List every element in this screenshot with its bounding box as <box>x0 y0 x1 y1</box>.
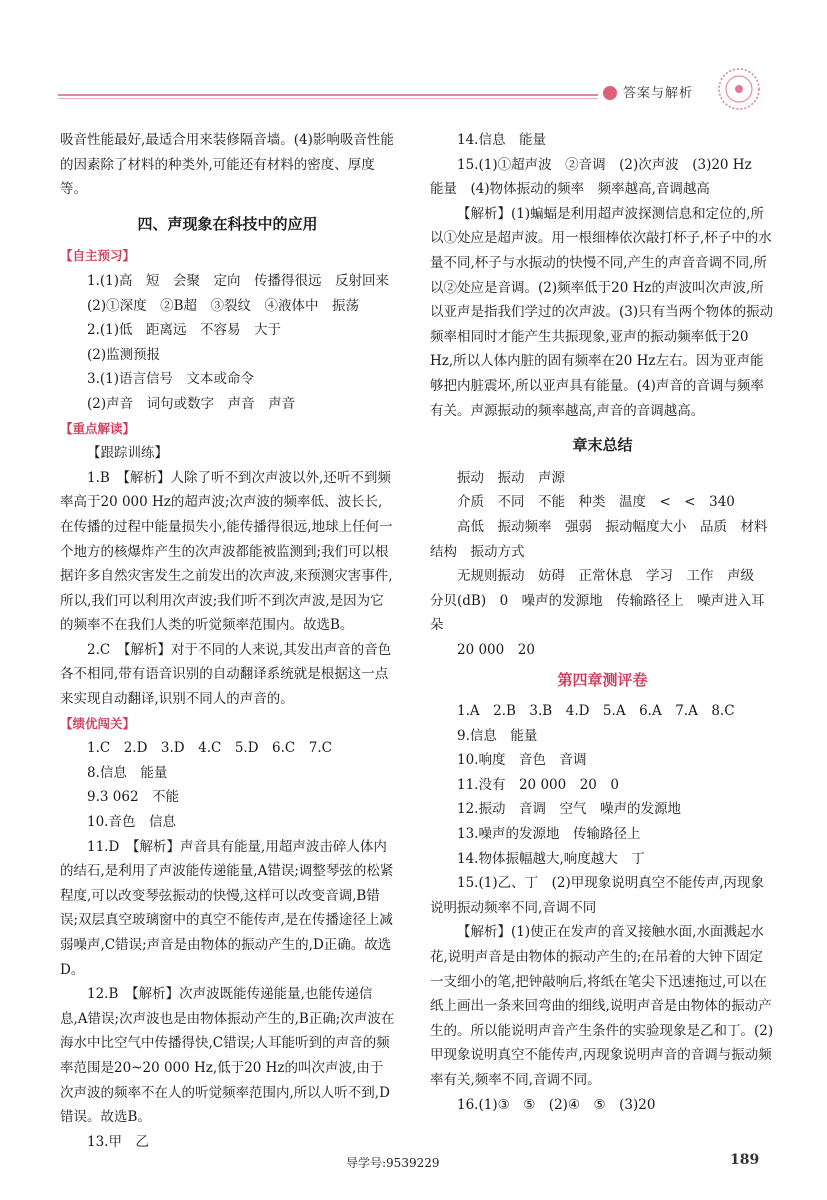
answer-line: 14.物体振幅越大,响度越大 丁 <box>457 850 645 867</box>
answer-paragraph: 15.(1)乙、丁 (2)甲现象说明真空不能传声,丙现象说明振动频率不同,音调不同 <box>430 875 765 916</box>
answer-line: 9.3 062 不能 <box>87 789 180 806</box>
summary-line: 20 000 20 <box>457 641 535 658</box>
answer-line: 3.(1)语言信号 文本或命令 <box>87 371 255 388</box>
answer-paragraph: 【解析】(1)蝙蝠是利用超声波探测信息和定位的,所以①处应是超声波。用一根细棒依次敲打杯子,杯子中的水量不同,杯子与水振动的快慢不同,产生的声音音调不同,所以②处应是音调。(2)频率低于20 Hz的声波叫次声波,所以亚声是指我们学过的次声波。(3)只有当两个物体的振动频率相同时才能产生共振现象,亚声的振动频率低于20 Hz,所以人体内脏的固有频率在20 Hz左右。因为亚声能够把内脏震坏,所以亚声具有能量。(4)声音的音调与频率有关。声源振动的频率越高,声音的音调越高。 <box>430 205 774 419</box>
answer-paragraph: 11.D 【解析】声音具有能量,用超声波击碎人体内的结石,是利用了声波能传递能量,A错误;调整琴弦的松紧程度,可以改变琴弦振动的快慢,这样可以改变音调,B错误;双层真空玻璃窗中的真空不能传声,是在传播途径上减弱噪声,C错误;声音是由物体的振动产生的,D正确。故选D。 <box>60 838 394 978</box>
header-rule-thin <box>58 98 598 99</box>
tag-challenge: 【绩优闯关】 <box>60 715 136 731</box>
tag-preview: 【自主预习】 <box>60 248 136 264</box>
answer-line: 9.信息 能量 <box>457 727 538 744</box>
section-title: 章末总结 <box>572 436 633 455</box>
answer-line: 13.甲 乙 <box>87 1133 149 1150</box>
header-logo-icon <box>716 66 762 112</box>
guide-number: 导学号:9539229 <box>346 1156 440 1170</box>
answer-line: 10.响度 音色 音调 <box>457 752 587 769</box>
answer-line: 16.(1)③ ⑤ (2)④ ⑤ (3)20 <box>457 1096 656 1113</box>
answer-line: 13.噪声的发源地 传输路径上 <box>457 826 641 843</box>
answer-line: 8.信息 能量 <box>87 764 168 781</box>
answer-paragraph: 【解析】(1)使正在发声的音叉接触水面,水面溅起水花,说明声音是由物体的振动产生的;在吊着的大钟下固定一支细小的笔,把钟敲响后,将纸在笔尖下迅速拖过,可以在纸上画出一条来回弯曲的细线,说明声音是由物体的振动产生的。所以能说明声音产生条件的实验现象是乙和丁。(2)甲现象说明真空不能传声,丙现象说明声音的音调与振动频率有关,频率不同,音调不同。 <box>430 924 774 1088</box>
header-bullet-icon <box>603 86 617 100</box>
section-title-test: 第四章测评卷 <box>557 671 648 690</box>
answer-line: 2.(1)低 距离远 不容易 大于 <box>87 322 282 339</box>
answer-paragraph: 2.C 【解析】对于不同的人来说,其发出声音的音色各不相同,带有语音识别的自动翻译系统就是根据这一点来实现自动翻译,识别不同人的声音的。 <box>60 641 392 708</box>
answer-line: (2)监测预报 <box>87 346 161 363</box>
answer-paragraph: 1.B 【解析】人除了听不到次声波以外,还听不到频率高于20 000 Hz的超声波;次声波的频率低、波长长,在传播的过程中能量损失小,能传播得很远,地球上任何一个地方的核爆炸产生的次声波都能被监测到;我们可以根据许多自然灾害发生之前发出的次声波,来预测灾害事件,所以,我们可以利用次声波;我们听不到次声波,是因为它的频率不在我们人类的听觉频率范围内。故选B。 <box>60 469 393 634</box>
answer-line: 1.C 2.D 3.D 4.C 5.D 6.C 7.C <box>87 740 332 757</box>
summary-line: 无规则振动 妨碍 正常休息 学习 工作 声级 分贝(dB) 0 噪声的发源地 传输路径上 噪声进入耳朵 <box>430 568 768 634</box>
tag-key-points: 【重点解读】 <box>60 420 136 436</box>
right-column <box>430 128 781 1117</box>
paragraph: 吸音性能最好,最适合用来装修隔音墙。(4)影响吸音性能的因素除了材料的种类外,可能还有材料的密度、厚度等。 <box>60 132 394 198</box>
answer-line: (2)①深度 ②B超 ③裂纹 ④液体中 振荡 <box>87 297 360 314</box>
summary-line: 高低 振动频率 强弱 振动幅度大小 品质 材料 结构 振动方式 <box>430 518 781 560</box>
page-number: 189 <box>730 1152 760 1168</box>
section-title: 四、声现象在科技中的应用 <box>137 214 318 233</box>
answer-line: (2)声音 词句或数字 声音 声音 <box>87 395 296 412</box>
answer-line: 14.信息 能量 <box>457 132 546 148</box>
answer-paragraph: 15.(1)①超声波 ②音调 (2)次声波 (3)20 Hz 能量 (4)物体振动的频率 频率越高,音调越高 <box>430 156 766 198</box>
answer-line: 1.(1)高 短 会聚 定向 传播得很远 反射回来 <box>87 272 390 289</box>
header-title: 答案与解析 <box>623 86 694 101</box>
summary-line: 振动 振动 声源 <box>457 469 565 486</box>
header-rule <box>58 94 598 96</box>
answer-line: 10.音色 信息 <box>87 814 176 831</box>
answer-line: 1.A 2.B 3.B 4.D 5.A 6.A 7.A 8.C <box>457 703 735 720</box>
left-column <box>60 128 395 1154</box>
answer-line: 12.振动 音调 空气 噪声的发源地 <box>457 801 681 818</box>
answer-line: 11.没有 20 000 20 0 <box>457 776 619 793</box>
answer-paragraph: 12.B 【解析】次声波既能传递能量,也能传递信息,A错误;次声波也是由物体振动产生的,B正确;次声波在海水中比空气中传播得快,C错误;人耳能听到的声音的频率范围是20~20 000 Hz,低于20 Hz的叫次声波,由于次声波的频率不在人的听觉频率范围内,所以人听不到,D错误。故选B。 <box>60 986 395 1126</box>
subheading: 【跟踪训练】 <box>87 445 168 462</box>
summary-line: 介质 不同 不能 种类 温度 < < 340 <box>457 494 735 511</box>
